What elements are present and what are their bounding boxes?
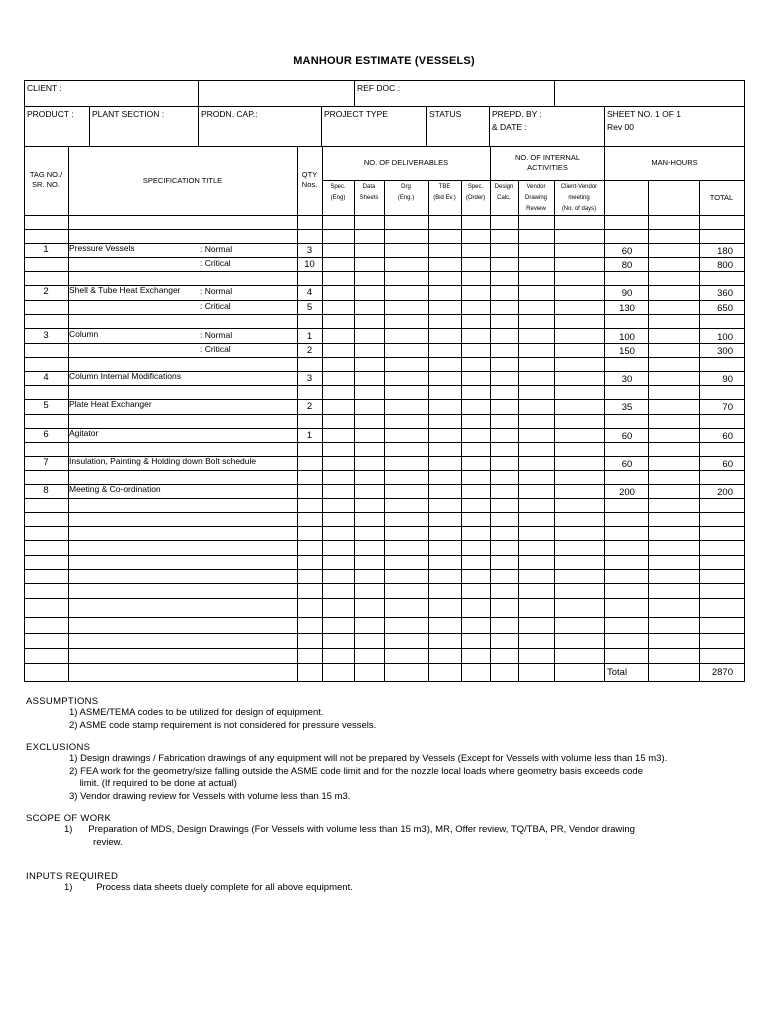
row-title: Agitator [69,428,99,438]
row-title: Column Internal Modifications [69,371,181,381]
grid-line [89,106,90,146]
row-manhours: 100 [619,332,635,343]
row-title: Meeting & Co-ordination [69,484,161,494]
rev-label: Rev 00 [607,122,634,132]
grid-line [554,180,555,681]
manhours-header: MAN-HOURS [651,158,698,167]
row-title: Shell & Tube Heat Exchanger [69,285,181,295]
sub-column-header: Vendor Drawing Review [524,184,547,212]
exclusion-item: 2) FEA work for the geometry/size falling outside the ASME code limit and for the nozzle local loads where geometry basis exceeds code limit. (If required to be done at actual) [69,765,643,789]
sub-column-header: Spec. (Eng) [330,184,346,201]
row-manhours: 80 [621,260,633,271]
exclusion-item: 1) Design drawings / Fabrication drawings of any equipment will not be prepared by Vessels (Except for Vessels with volume less than 15 m3). [69,753,668,764]
row-qty: 1 [306,430,313,441]
project-type-label: PROJECT TYPE [324,109,388,119]
grid-line [24,106,744,107]
qty-column-header: QTY Nos. [301,170,318,189]
internal-activities-header: NO. OF INTERNAL ACTIVITIES [514,153,580,172]
tag-column-header: TAG NO./ SR. NO. [29,170,63,189]
sheet-no-label: SHEET NO. 1 OF 1 [607,109,682,119]
exclusion-item: 3) Vendor drawing review for Vessels with volume less than 15 m3. [69,790,351,802]
row-manhours: 150 [619,346,635,357]
ref-doc-label: REF DOC : [357,83,400,93]
row-subtype: : Critical [200,301,231,311]
row-manhours: 60 [621,431,633,442]
row-sr-no: 7 [43,457,49,468]
grid-line [322,146,323,681]
row-total: 70 [722,402,733,413]
notes-section [26,696,746,895]
assumption-item: 1) ASME/TEMA codes to be utilized for design of equipment. [69,707,324,718]
grid-line [428,180,429,681]
page-title: MANHOUR ESTIMATE (VESSELS) [293,55,475,67]
row-subtype: : Normal [200,244,233,254]
assumption-item: 2) ASME code stamp requirement is not considered for pressure vessels. [69,719,377,731]
total-column-header: TOTAL [709,193,734,202]
grid-line [744,80,745,682]
grid-line [554,80,555,106]
grid-line [68,146,69,681]
row-total: 100 [717,332,733,343]
grid-line [461,180,462,681]
grid-line [604,106,605,146]
grid-line [24,146,744,147]
row-qty: 3 [306,245,313,256]
row-subtype: : Normal [200,286,233,296]
grid-line [489,106,490,146]
grid-line [490,180,491,681]
row-total: 60 [722,431,733,442]
grid-line [354,180,355,681]
sub-column-header: TBE (Bid Ev.) [433,184,456,201]
sub-column-header: Client-Vendor meeting (No. of days) [560,184,598,212]
row-qty: 2 [306,401,313,412]
row-total: 90 [722,374,733,385]
prodn-cap-label: PRODN. CAP.: [201,109,258,119]
sub-column-header: Data Sheets [359,184,379,201]
row-subtype: : Normal [200,330,233,340]
sub-column-header: Drg (Eng.) [397,184,415,201]
row-qty: 10 [304,259,315,270]
row-sr-no: 2 [43,286,49,297]
row-title: Pressure Vessels [69,243,135,253]
row-manhours: 130 [619,303,635,314]
product-label: PRODUCT : [27,109,74,119]
row-total: 60 [722,459,733,470]
row-subtype: : Critical [200,344,231,354]
deliverables-header: NO. OF DELIVERABLES [363,158,449,167]
row-total: 300 [717,346,733,357]
grid-line [297,146,298,681]
grid-line [24,80,744,81]
row-manhours: 35 [621,402,633,413]
grid-line [198,80,199,106]
row-manhours: 60 [621,459,633,470]
row-title: Plate Heat Exchanger [69,399,152,409]
inputs-heading: INPUTS REQUIRED [26,871,119,882]
total-label: Total [607,667,628,678]
grid-line [322,180,744,181]
grid-line [384,180,385,681]
row-qty: 3 [306,373,313,384]
scope-item: 1) Preparation of MDS, Design Drawings (For Vessels with volume less than 15 m3), MR, Offer review, TQ/TBA, PR, Vendor drawing review. [64,824,635,848]
status-label: STATUS [429,109,462,119]
grid-line [648,180,649,681]
date-label: & DATE : [492,122,527,132]
row-qty: 1 [306,331,313,342]
row-sr-no: 8 [43,485,49,496]
row-total: 650 [717,303,733,314]
row-total: 360 [717,288,733,299]
row-total: 800 [717,260,733,271]
row-subtype: : Critical [200,258,231,268]
exclusions-list [26,753,746,803]
row-qty: 5 [306,302,313,313]
inputs-item: 1) Process data sheets duely complete for all above equipment. [64,882,353,893]
row-total: 200 [717,487,733,498]
row-qty: 4 [306,287,313,298]
client-label: CLIENT : [27,83,62,93]
row-total: 180 [717,246,733,257]
grid-line [518,180,519,681]
row-manhours: 90 [621,288,633,299]
grid-line [321,106,322,146]
row-title: Insulation, Painting & Holding down Bolt schedule [69,456,257,466]
row-sr-no: 3 [43,330,49,341]
grid-line [198,106,199,146]
plant-section-label: PLANT SECTION : [92,109,165,119]
exclusions-heading: EXCLUSIONS [26,742,91,753]
sub-column-header: Spec. (Order) [465,184,486,201]
assumptions-list [26,707,746,732]
row-manhours: 60 [621,246,633,257]
row-sr-no: 1 [43,244,49,255]
grand-total-value: 2870 [711,667,733,678]
prepd-by-label: PREPD. BY : [492,109,542,119]
spec-title-column-header: SPECIFICATION TITLE [142,176,223,185]
row-sr-no: 6 [43,429,49,440]
row-sr-no: 4 [43,372,49,383]
row-sr-no: 5 [43,400,49,411]
grid-line [604,180,605,681]
grid-line [354,80,355,106]
assumptions-heading: ASSUMPTIONS [26,696,99,707]
grid-line [426,106,427,146]
sub-column-header: Design Calc. [494,184,514,201]
row-title: Column [69,329,99,339]
row-manhours: 200 [619,487,635,498]
row-manhours: 30 [621,374,633,385]
row-qty: 2 [306,345,313,356]
scope-heading: SCOPE OF WORK [26,813,112,824]
grid-line [24,681,744,682]
